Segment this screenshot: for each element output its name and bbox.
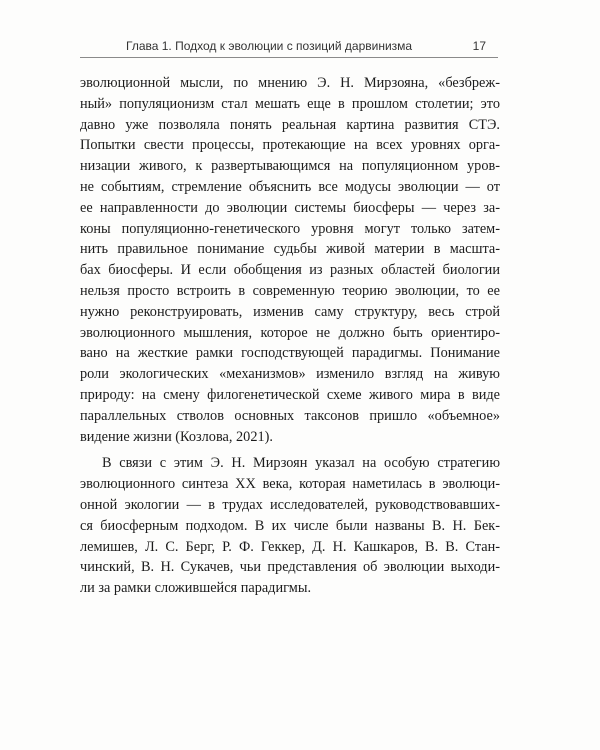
text-line: Попытки свести процессы, протекающие на всех уровнях орга-	[80, 137, 500, 154]
text-line: давно уже позволяла понять реальная картина развития СТЭ.	[80, 116, 500, 133]
text-line: коны популяционно-генетического уровня могут только затем-	[80, 220, 500, 237]
text-line: параллельных стволов основных таксонов пришло «объемное»	[80, 407, 500, 424]
body-text	[80, 73, 500, 599]
page-number: 17	[472, 39, 486, 53]
text-line: видение жизни (Козлова, 2021).	[80, 428, 273, 445]
text-line: ный» популяционизм стал мешать еще в прошлом столетии; это	[80, 95, 500, 112]
page-header	[80, 37, 498, 58]
text-line: не событиям, стремление объяснить все модусы эволюции — от	[80, 178, 500, 195]
text-line: чинский, В. Н. Сукачев, чьи представления об эволюции выходи-	[80, 559, 500, 576]
text-line: В связи с этим Э. Н. Мирзоян указал на особую стратегию	[102, 455, 500, 472]
text-line: низации живого, к развертывающимся на популяционном уров-	[80, 158, 500, 175]
text-line: роли экологических «механизмов» изменило взгляд на живую	[80, 366, 500, 383]
text-line: ся биосферным подходом. В их числе были названы В. Н. Бек-	[80, 517, 500, 534]
paragraph	[80, 73, 500, 447]
running-head: Глава 1. Подход к эволюции с позиций дарвинизма	[126, 39, 413, 53]
text-line: эволюционного мышления, которое не должно быть ориентиро-	[80, 324, 500, 341]
text-line: ли за рамки сложившейся парадигмы.	[80, 580, 312, 597]
text-line: нить правильное понимание судьбы живой материи в масшта-	[80, 241, 500, 258]
text-line: эволюционной мысли, по мнению Э. Н. Мирзояна, «безбреж-	[80, 75, 500, 91]
text-line: вано на жесткие рамки господствующей парадигмы. Понимание	[80, 345, 500, 362]
text-line: лемишев, Л. С. Берг, Р. Ф. Геккер, Д. Н. Кашкаров, В. В. Стан-	[80, 538, 500, 555]
text-line: онной экологии — в трудах исследователей, руководствовавших-	[80, 496, 500, 513]
text-line: нужно реконструировать, изменив саму структуру, весь строй	[80, 303, 500, 320]
text-line: бах биосферы. И если обобщения из разных областей биологии	[80, 262, 500, 279]
paragraph	[80, 453, 500, 599]
text-line: нельзя просто встроить в современную теорию эволюции, то ее	[80, 282, 500, 299]
text-line: эволюционного синтеза XX века, которая наметилась в эволюци-	[80, 476, 500, 493]
text-line: ее направленности до эволюции системы биосферы — через за-	[80, 199, 500, 216]
text-line: природу: на смену филогенетической схеме живого мира в виде	[80, 386, 500, 403]
